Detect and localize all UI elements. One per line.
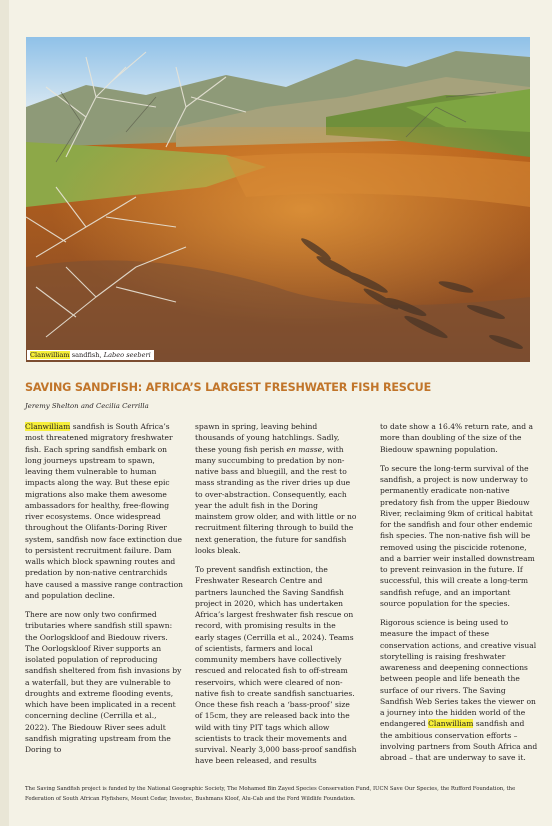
caption-text: sandfish, xyxy=(69,351,104,359)
photo-credit xyxy=(0,590,8,810)
article-headline: SAVING SANDFISH: AFRICA’S LARGEST FRESHWATER FISH RESCUE xyxy=(25,381,432,394)
paragraph: There are now only two confirmed tributaries where sandfish still spawn: the Oorlogskloof and Biedouw rivers. The Oorlogskloof River supports an isolated population of reproducing sandfish sheltered from fish invasions by a waterfall, but they are vulnerable to droughts and extreme flooding events, which have been implicated in a recent concerning decline (Cerrilla et al., 2022). The Biedouw River sees adult sandfish migrating upstream from the Doring to xyxy=(25,610,182,754)
italic-phrase: en masse xyxy=(286,444,323,454)
text-highlight: Clanwilliam xyxy=(25,422,71,431)
paragraph: To prevent sandfish extinction, the Freshwater Research Centre and partners launched the Saving Sandfish project in 2020, which has undertaken Africa’s largest freshwater fish rescue on record, with promising results in the early stages (Cerrilla et al., 2024). Teams of scientists, farmers and local community members have collectively rescued and relocated fish to off-stream reservoirs, which were cleared of non-native fish to create sandfish sanctuaries. Once these fish reach a ‘bass-proof’ size of 15cm, they are released back into the wild with tiny PIT tags which allow scientists to track their movements and survival. Nearly 3,000 bass-proof sandfish have been released, and results xyxy=(195,565,357,766)
article-column-2 xyxy=(195,421,357,775)
paragraph-text: Rigorous science is being used to measure the impact of these conservation actions, and creative visual storytelling is raising freshwater awareness and deepening connections between people and life beneath the surface of our rivers. The Saving Sandfish Web Series takes the viewer on a journey into the hidden world of the endangered xyxy=(380,618,537,729)
paragraph xyxy=(380,617,538,763)
caption-highlight: Clanwilliam xyxy=(30,351,70,359)
photo-caption xyxy=(27,350,154,360)
paragraph: to date show a 16.4% return rate, and a more than doubling of the size of the Biedouw spawning population. xyxy=(380,422,533,454)
article-column-3 xyxy=(380,421,538,771)
article-authors: Jeremy Shelton and Cecilia Cerrilla xyxy=(25,402,149,410)
text-highlight: Clanwilliam xyxy=(428,719,474,729)
paragraph-text: sandfish and the ambitious conservation efforts – involving partners from South Africa and abroad – that are underway to save it. xyxy=(380,719,538,762)
paragraph-text: spawn in spring, leaving behind thousands of young hatchlings. Sadly, these young fish perish xyxy=(195,422,340,454)
paragraph-text: sandfish is South Africa’s most threatened migratory freshwater fish. Each spring sandfish embark on long journeys upstream to spawn, leaving them vulnerable to human impacts along the way. But these epic migrations also make them awesome ambassadors for healthy, free-flowing river ecosystems. Once widespread throughout the Olifants-Doring River system, sandfish now face extinction due to persistent recruitment failure. Dam walls which block spawning routes and predation by non-native centrarchids have caused a massive range contraction and population decline. xyxy=(25,422,183,600)
river-photo xyxy=(26,37,530,362)
paragraph xyxy=(195,421,357,556)
paragraph: To secure the long-term survival of the sandfish, a project is now underway to permanently eradicate non-native predatory fish from the upper Biedouw River, reclaiming 9km of critical habitat for the sandfish and four other endemic fish species. The non-native fish will be removed using the piscicide rotenone, and a barrier weir installed downstream to prevent reinvasion in the future. If successful, this will create a long-term sandfish refuge, and an important source population for the species. xyxy=(380,463,535,608)
funding-footnote: The Saving Sandfish project is funded by the National Geographic Society, The Mohamed Bin Zayed Species Conservation Fund, IUCN Save Our Species, the Rufford Foundation, the Federation of South African Flyfishers, Mount Cedar, Investec, Bushmans Kloof, Alu-Cab and the Ford Wildlife Foundation. xyxy=(25,786,516,802)
caption-species: Labeo seeberi xyxy=(103,351,151,359)
paragraph xyxy=(25,421,183,601)
paragraph-text: , with many succumbing to predation by non-native bass and bluegill, and the rest to mass stranding as the river dries up due to over-abstraction. Consequently, each year the adult fish in the Doring mainstem grow older, and with little or no recruitment filtering through to build the next generation, the future for sandfish looks bleak. xyxy=(195,444,357,555)
article-column-1 xyxy=(25,421,183,763)
